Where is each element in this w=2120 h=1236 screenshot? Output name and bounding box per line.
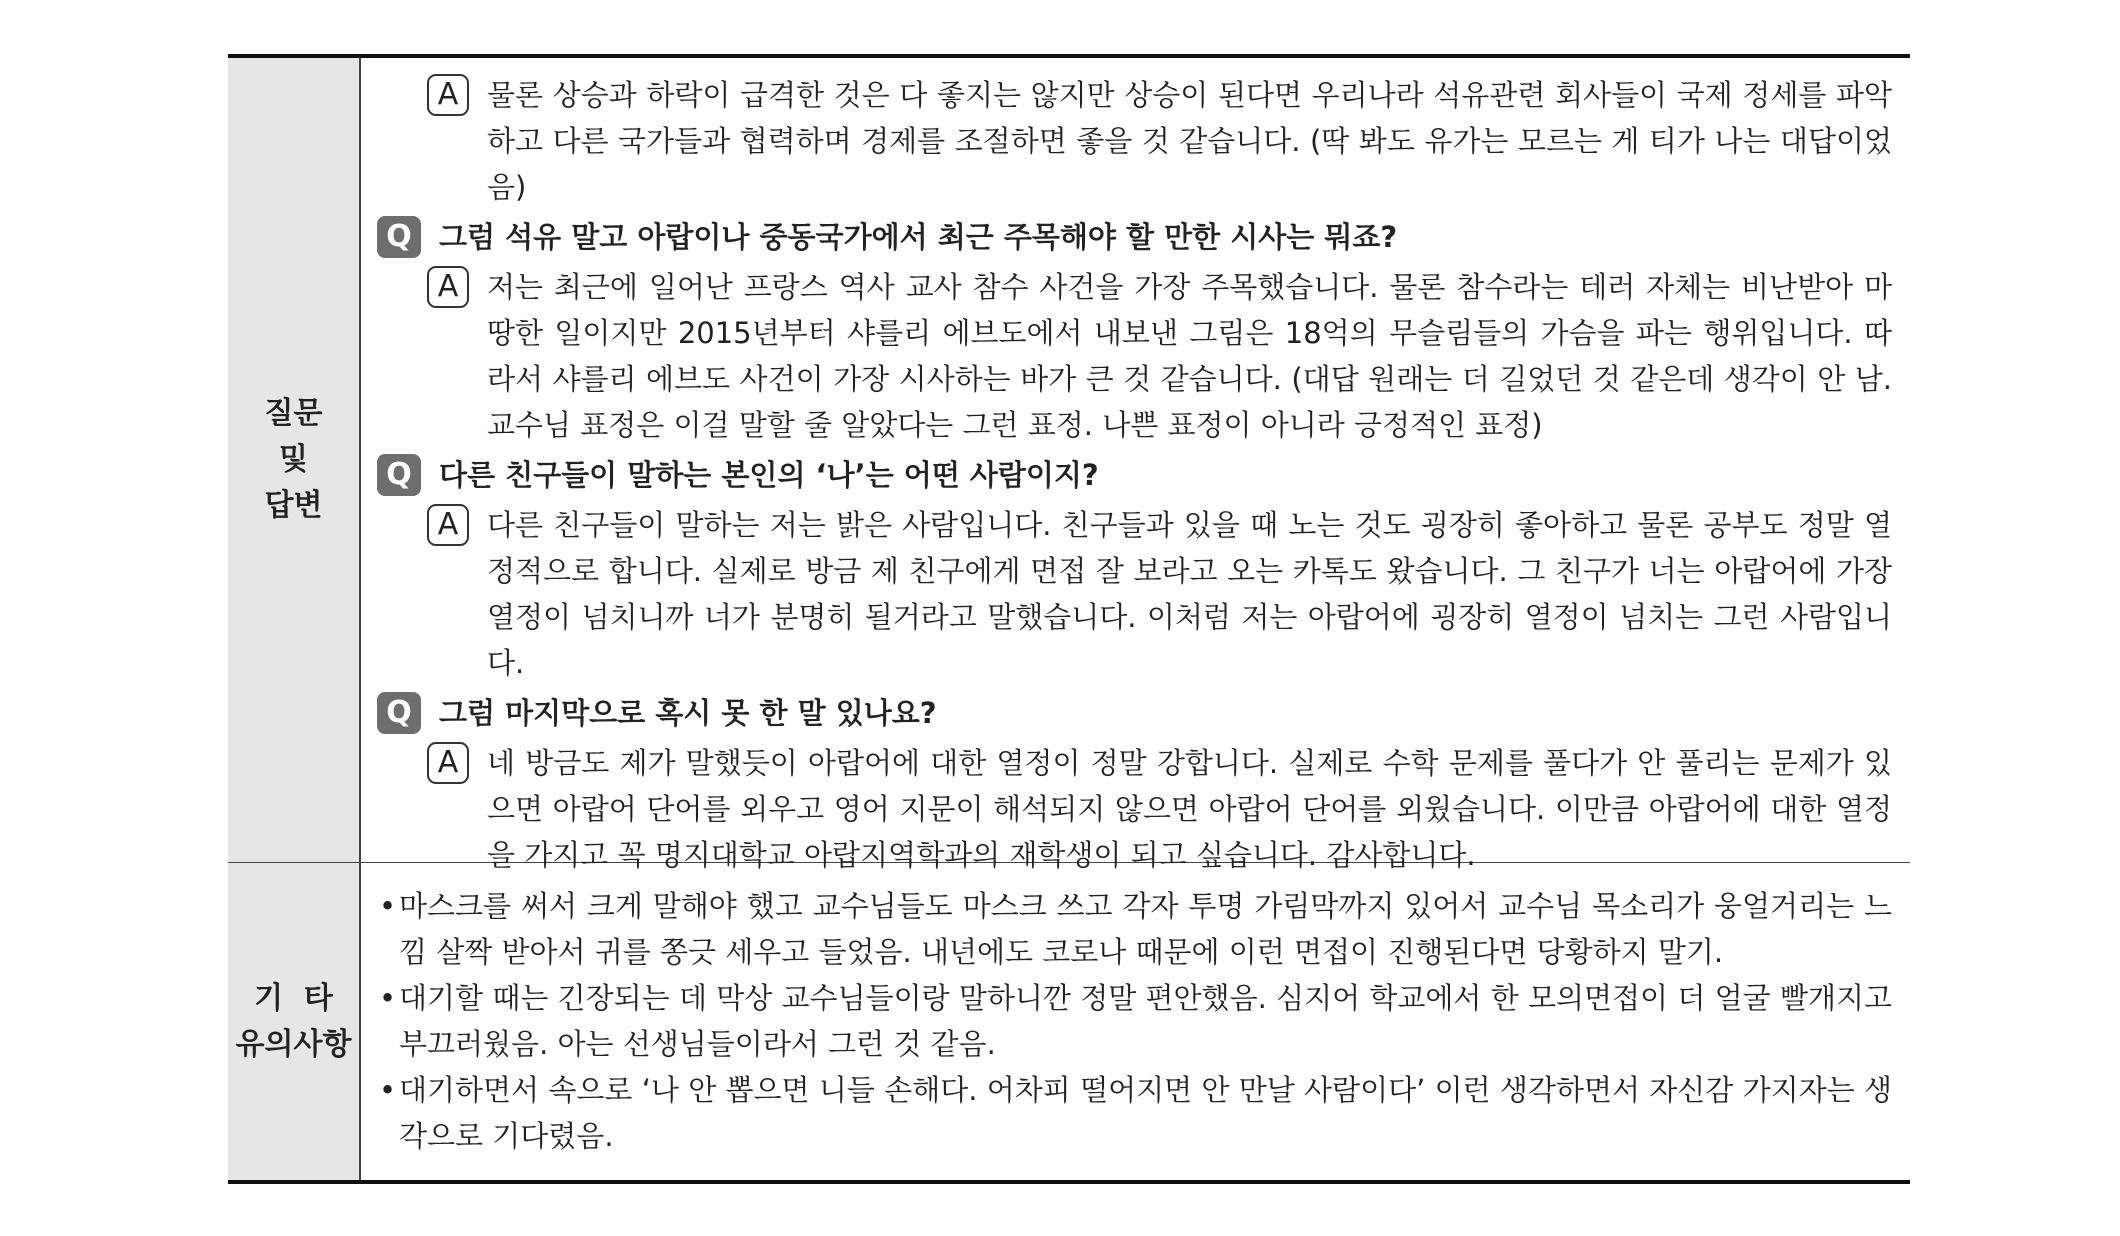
answer-badge: A bbox=[427, 74, 469, 116]
question-text: 그럼 석유 말고 아랍이나 중동국가에서 최근 주목해야 할 만한 시사는 뭐죠? bbox=[439, 220, 1398, 254]
notes-label-line: 유의사항 bbox=[235, 1026, 352, 1062]
qa-content bbox=[361, 58, 1910, 872]
interview-table bbox=[228, 54, 1910, 1184]
question-text: 그럼 마지막으로 혹시 못 한 말 있나요? bbox=[439, 696, 937, 730]
answer-text: 물론 상승과 하락이 급격한 것은 다 좋지는 않지만 상승이 된다면 우리나라 석유관련 회사들이 국제 정세를 파악하고 다른 국가들과 협력하며 경제를 조절하면 좋을 것 같습니다. (딱 봐도 유가는 모르는 게 티가 나는 대답이었음) bbox=[487, 78, 1892, 204]
question-badge: Q bbox=[377, 692, 421, 734]
qa-label-line: 답변 bbox=[264, 488, 323, 523]
answer-text: 저는 최근에 일어난 프랑스 역사 교사 참수 사건을 가장 주목했습니다. 물론 참수라는 테러 자체는 비난받아 마땅한 일이지만 2015년부터 샤를리 에브도에서 내보낸 그림은 18억의 무슬림들의 가슴을 파는 행위입니다. 따라서 샤를리 에브도 사건이 가장 시사하는 바가 큰 것 같습니다. (대답 원래는 더 길었던 것 같은데 생각이 안 남. 교수님 표정은 이걸 말할 줄 알았다는 그런 표정. 나쁜 표정이 아니라 긍정적인 표정) bbox=[487, 270, 1892, 442]
note-text: 대기할 때는 긴장되는 데 막상 교수님들이랑 말하니깐 정말 편안했음. 심지어 학교에서 한 모의면접이 더 얼굴 빨개지고 부끄러웠음. 아는 선생님들이라서 그런 것 같음. bbox=[399, 981, 1892, 1061]
question-block bbox=[377, 452, 1892, 498]
bullet-icon: • bbox=[379, 1073, 397, 1107]
question-block bbox=[377, 690, 1892, 736]
answer-block bbox=[427, 72, 1892, 210]
qa-label-line: 질문 bbox=[264, 396, 323, 431]
answer-block bbox=[427, 740, 1892, 878]
answer-text: 네 방금도 제가 말했듯이 아랍어에 대한 열정이 정말 강합니다. 실제로 수학 문제를 풀다가 안 풀리는 문제가 있으면 아랍어 단어를 외우고 영어 지문이 해석되지 않으면 아랍어 단어를 외웠습니다. 이만큼 아랍어에 대한 열정을 가지고 꼭 명지대학교 아랍지역학과의 재학생이 되고 싶습니다. 감사합니다. bbox=[487, 746, 1892, 872]
answer-badge: A bbox=[427, 266, 469, 308]
bullet-icon: • bbox=[379, 889, 397, 923]
notes-content bbox=[361, 863, 1910, 1180]
bullet-icon: • bbox=[379, 981, 397, 1015]
question-text: 다른 친구들이 말하는 본인의 ‘나’는 어떤 사람이지? bbox=[439, 458, 1099, 492]
question-block bbox=[377, 214, 1892, 260]
answer-block bbox=[427, 264, 1892, 448]
notes-label-line: 기 타 bbox=[254, 980, 333, 1016]
notes-section-label bbox=[228, 863, 361, 1180]
answer-text: 다른 친구들이 말하는 저는 밝은 사람입니다. 친구들과 있을 때 노는 것도 굉장히 좋아하고 물론 공부도 정말 열정적으로 합니다. 실제로 방금 제 친구에게 면접 잘 보라고 오는 카톡도 왔습니다. 그 친구가 너는 아랍어에 가장 열정이 넘치니까 너가 분명히 될거라고 말했습니다. 이처럼 저는 아랍어에 굉장히 열정이 넘치는 그런 사람입니다. bbox=[487, 508, 1892, 680]
note-item bbox=[379, 883, 1892, 975]
note-item bbox=[379, 1067, 1892, 1159]
answer-badge: A bbox=[427, 742, 469, 784]
notes-row bbox=[228, 862, 1910, 1180]
answer-block bbox=[427, 502, 1892, 686]
note-text: 대기하면서 속으로 ‘나 안 뽑으면 니들 손해다. 어차피 떨어지면 안 만날 사람이다’ 이런 생각하면서 자신감 가지자는 생각으로 기다렸음. bbox=[399, 1073, 1892, 1153]
answer-badge: A bbox=[427, 504, 469, 546]
qa-row bbox=[228, 58, 1910, 872]
question-badge: Q bbox=[377, 216, 421, 258]
qa-section-label bbox=[228, 58, 361, 862]
qa-label-line: 및 bbox=[279, 442, 308, 477]
note-text: 마스크를 써서 크게 말해야 했고 교수님들도 마스크 쓰고 각자 투명 가림막까지 있어서 교수님 목소리가 웅얼거리는 느낌 살짝 받아서 귀를 쫑긋 세우고 들었음. 내년에도 코로나 때문에 이런 면접이 진행된다면 당황하지 말기. bbox=[399, 889, 1892, 969]
note-item bbox=[379, 975, 1892, 1067]
question-badge: Q bbox=[377, 454, 421, 496]
